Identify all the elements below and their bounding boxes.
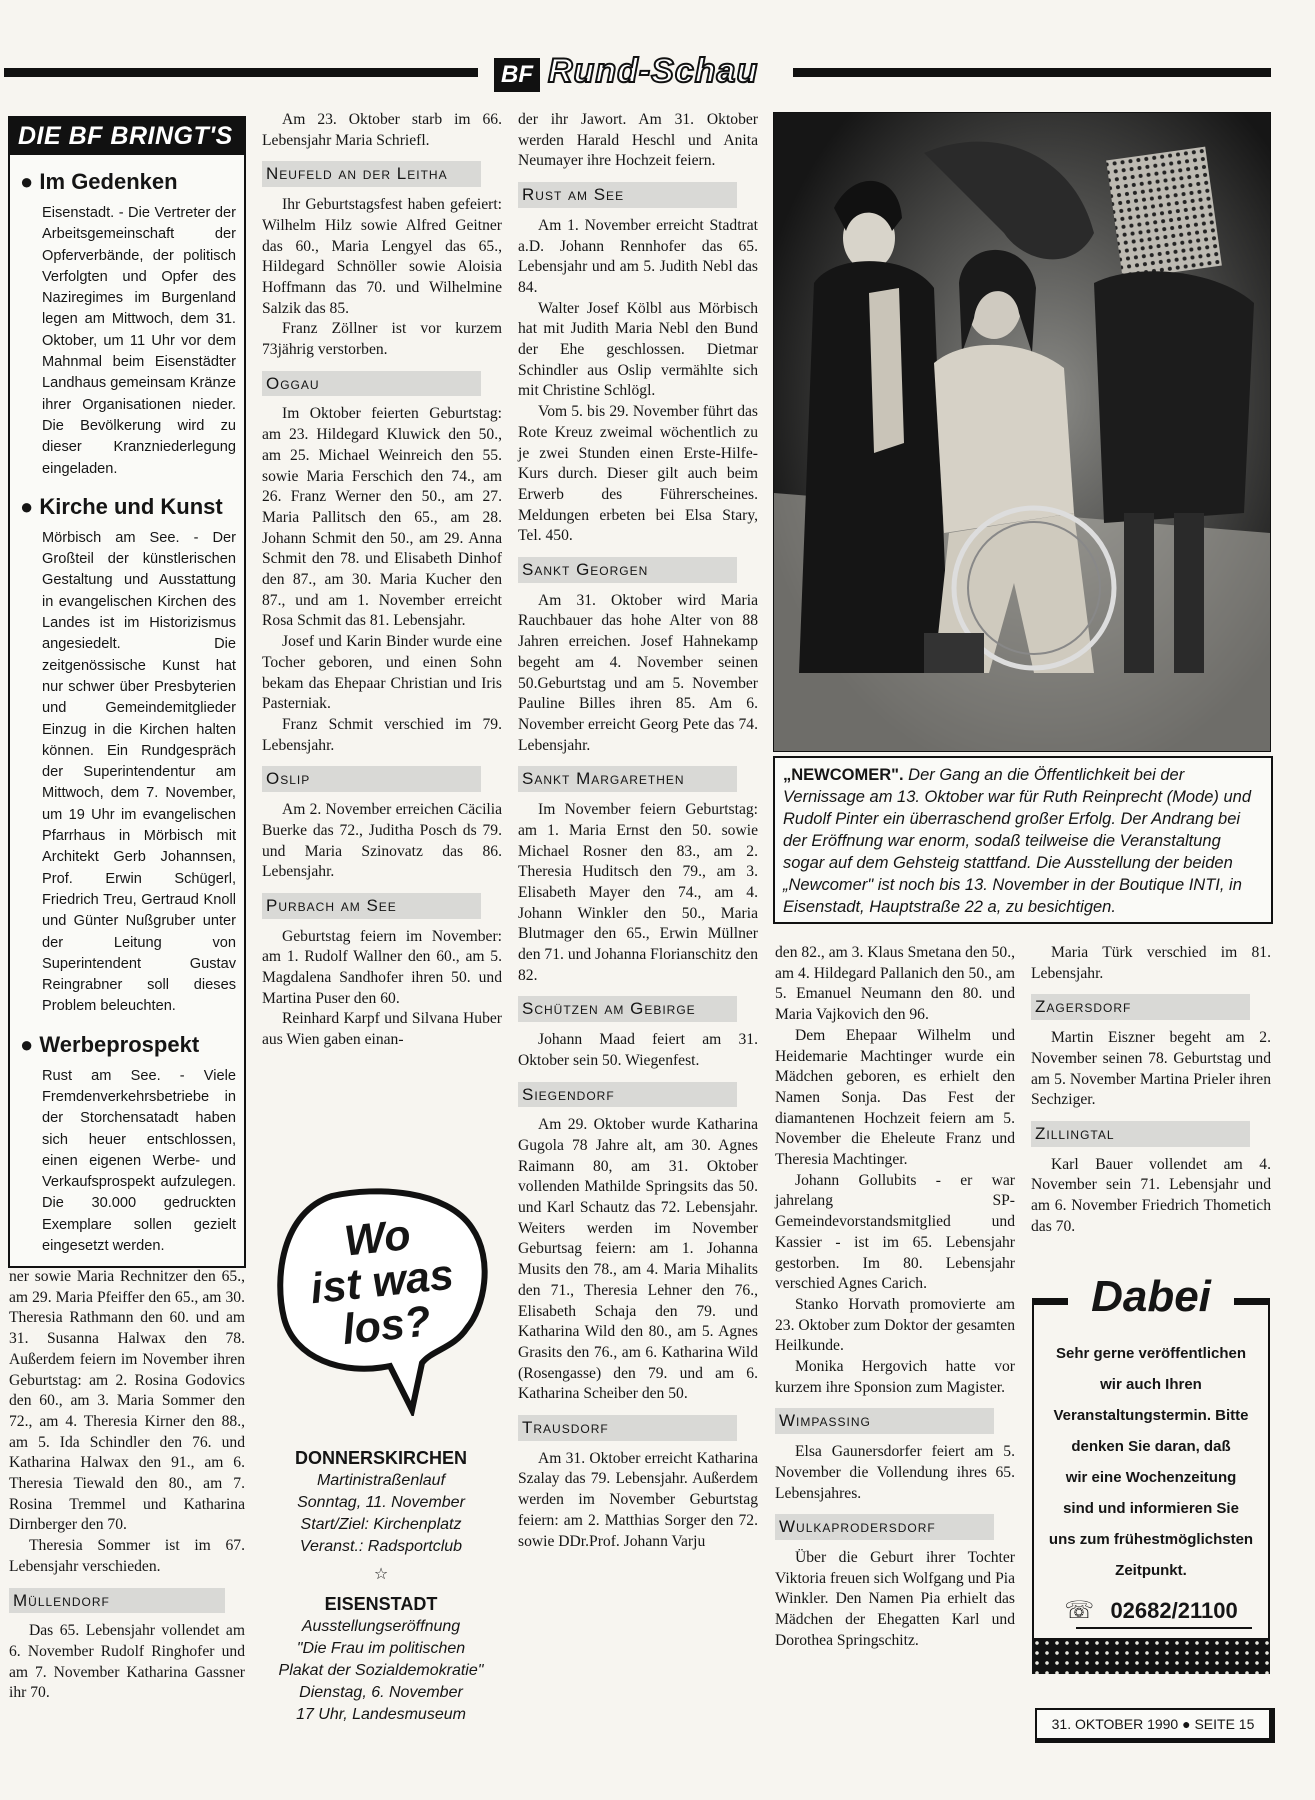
box-text-kirche: Mörbisch am See. - Der Großteil der künstlerischen Gestaltung und Ausstattung in evangelischen Kirchen des Landes ist im Historizismus angesiedelt. Die zeitgenössische Kunst hat nur schwer über Presbyterien und Gemeindemitglieder Einzug in die Kirchen halten können. Ein Rundgespräch der Superintendentur am Mittwoch, dem 7. November, um 19 Uhr im evangelischen Pfarrhaus in Mörbisch mit Architekt Gerb Johannsen, Prof. Erwin Schügerl, Friedrich Treu, Gertraud Knoll und Günter Nußgruber unter der Leitung von Superintendent Gustav Reingrabner soll dieses Problem beleuchten. bbox=[42, 529, 236, 1015]
heading-oslip: Oslip bbox=[262, 766, 481, 792]
box-title: DIE BF BRINGT'S bbox=[10, 118, 244, 155]
margarethen-text: Im November feiern Geburtstag: am 1. Maria Ernst den 50. sowie Michael Rosner den 83., am 2. Theresia Huditsch den 79., am 3. Elisabeth Mayer den 74., am 4. Johann Winkler den 50., Maria Blutmager den 65., Erwin Müllner den 71. und Johanna Florianschitz den 82. bbox=[518, 801, 758, 984]
dabei-line-7: uns zum frühestmöglichsten bbox=[1048, 1531, 1254, 1548]
column-3 bbox=[518, 110, 758, 1552]
dabei-line-2: wir auch Ihren bbox=[1100, 1376, 1202, 1393]
bubble-line-1: Wo bbox=[342, 1210, 413, 1266]
box-heading-text: Werbeprospekt bbox=[39, 1031, 200, 1057]
heading-trausdorf: Trausdorf bbox=[518, 1415, 737, 1441]
col1-p2: Theresia Sommer ist im 67. Lebensjahr verschieden. bbox=[9, 1537, 245, 1575]
event-2-title: Ausstellungseröffnung bbox=[301, 1618, 461, 1635]
zillingtal-text: Karl Bauer vollendet am 4. November sein 71. Lebensjahr und am 6. November Friedrich Thometich das 70. bbox=[1031, 1155, 1271, 1235]
dabei-phone: 02682/21100 bbox=[1110, 1598, 1238, 1623]
heading-muellendorf: Müllendorf bbox=[9, 1588, 225, 1614]
rust-text-3: Vom 5. bis 29. November führt das Rote Kreuz zweimal wöchentlich zu je zwei Stunden einen Erste-Hilfe-Kurs durch. Dieser gilt auch beim Erwerb des Führerscheines. Meldungen erbeten bei Elsa Stary, Tel. 450. bbox=[518, 403, 758, 545]
dabei-line-4: denken Sie daran, daß bbox=[1071, 1438, 1231, 1455]
column-4 bbox=[775, 943, 1015, 1652]
siegendorf-text: Am 29. Oktober wurde Katharina Gugola 78 Jahre alt, am 30. Agnes Raimann 80, am 31. Oktober vollenden Mathilde Springsits das 50. und Karl Schautz das 72. Lebensjahr. Weiters werden im November Geburtsag feiern: am 1. Johanna Musits den 78., am 4. Maria Mihalits den 71., Theresia Lehner den 76., Elisabeth Schaja den 79. und Katharina Wild den 80., am 5. Agnes Grasits den 76., am 6. Katharina Wild (Rosengasse) den 79. und am 6. Katharina Scheiber den 50. bbox=[518, 1116, 758, 1403]
col1-cont: ner sowie Maria Rechnitzer den 65., am 29. Maria Pfeiffer den 65., am 30. Theresia Rathmann den 60. und am 31. Susanna Halwax den 78. Außerdem feiern im November ihren Geburtstag: am 2. Rosina Godovics den 60., am 3. Maria Sommer den 72., am 4. Theresia Kirner den 88., am 5. Ida Schindler den 76. und Katharina Halwax den 91., am 6. Theresia Tiewald den 80., am 7. Rosina Tremmel und Katharina Dirnberger den 70. bbox=[9, 1268, 245, 1534]
col4-p3: Stanko Horvath promovierte am 23. Oktober zum Doktor der gesamten Heilkunde. bbox=[775, 1295, 1015, 1355]
box-text-werbeprospekt: Rust am See. - Viele Fremdenverkehrsbetriebe in der Storchensatadt haben sich heuer entschlossen, einen eigenen Werbe- und Verkaufsprospekt aufzulegen. Die 30.000 gedruckten Exemplare sollen gezielt eingesetzt werden. bbox=[42, 1067, 236, 1255]
event-2-subtitle-1: "Die Frau im politischen bbox=[296, 1640, 466, 1657]
dabei-line-3: Veranstaltungstermin. Bitte bbox=[1053, 1407, 1249, 1424]
box-heading-text: Im Gedenken bbox=[39, 169, 178, 194]
heading-schuetzen: Schützen am Gebirge bbox=[518, 996, 737, 1022]
dabei-line-1: Sehr gerne veröffentlichen bbox=[1055, 1345, 1247, 1362]
photo-image bbox=[774, 113, 1270, 751]
heading-wimpassing: Wimpassing bbox=[775, 1408, 994, 1434]
event-list bbox=[258, 1446, 504, 1726]
bubble-line-2: ist was bbox=[308, 1250, 456, 1314]
box-heading-werbeprospekt: ● Werbeprospekt bbox=[20, 1031, 200, 1057]
col2-p0: Am 23. Oktober starb im 66. Lebensjahr Maria Schriefl. bbox=[262, 111, 502, 149]
oslip-text: Am 2. November erreichen Cäcilia Buerke das 72., Juditha Posch ds 79. und Maria Szinovatz das 86. Lebensjahr. bbox=[262, 801, 502, 881]
oggau-text-1: Im Oktober feierten Geburtstag: am 23. Hildegard Kluwick den 50., am 25. Michael Weinreich den 55. sowie Maria Ferschich den 74., am 26. Franz Werner den 50., am 27. Maria Pallitsch den 65., am 28. Johann Schmit den 50., am 29. Anna Schmit den 78. und Elisabeth Dinhof den 87., am 30. Maria Kucher den 87., und am 1. November erreicht Rosa Schmit das 81. Lebensjahr. bbox=[262, 405, 502, 630]
event-1-organizer: Veranst.: Radsportclub bbox=[299, 1538, 463, 1555]
col4-p4: Monika Hergovich hatte vor kurzem ihre Sponsion zum Magister. bbox=[775, 1358, 1015, 1396]
col4-p2: Johann Gollubits - er war jahrelang SP-Gemeindevorstandsmitglied und Kassier - ist im 65. Lebensjahr gestorben. Im 80. Lebensjahr verschied Agnes Carich. bbox=[775, 1171, 1015, 1293]
event-1-title: Martinistraßenlauf bbox=[316, 1472, 446, 1489]
heading-sankt-margarethen: Sankt Margarethen bbox=[518, 766, 737, 792]
georgen-text: Am 31. Oktober wird Maria Rauchbauer das hohe Alter von 88 Jahren erreichen. Josef Hahnekamp begeht am 4. November seinen 50.Geburtstag und am 5. November Pauline Billes ihren 85. Am 6. November erreicht Georg Pete das 74. Lebensjahr. bbox=[518, 591, 758, 754]
heading-rust: Rust am See bbox=[518, 182, 737, 208]
heading-zagersdorf: Zagersdorf bbox=[1031, 994, 1250, 1020]
event-1-date: Sonntag, 11. November bbox=[297, 1494, 465, 1511]
heading-oggau: Oggau bbox=[262, 371, 481, 397]
bubble-line-3: los? bbox=[340, 1297, 434, 1355]
schuetzen-text: Johann Maad feiert am 31. Oktober sein 50. Wiegenfest. bbox=[518, 1031, 758, 1069]
event-2-place: EISENSTADT bbox=[324, 1594, 438, 1614]
bf-logo: BF bbox=[494, 58, 540, 92]
heading-neufeld: Neufeld an der Leitha bbox=[262, 161, 481, 187]
box-heading-gedenken: ● Im Gedenken bbox=[20, 169, 178, 194]
dabei-line-8: Zeitpunkt. bbox=[1115, 1562, 1187, 1579]
caption-text: Der Gang an die Öffentlichkeit bei der Vernissage am 13. Oktober war für Ruth Reinprecht (Mode) und Rudolf Pinter ein überraschend großer Erfolg. Der Andrang bei der Eröffnung war enorm, sodaß teilweise die Veranstaltung sogar auf dem Gehsteig stattfand. Die Ausstellung der beiden „Newcomer" ist noch bis 13. November in der Boutique INTI, in Eisenstadt, Hauptstraße 22 a, zu besichtigen. bbox=[783, 766, 1252, 916]
telephone-icon: ☏ bbox=[1064, 1597, 1095, 1624]
dabei-title: Dabei bbox=[1091, 1272, 1211, 1321]
events-section bbox=[258, 1188, 504, 1788]
box-heading-text: Kirche und Kunst bbox=[39, 493, 223, 519]
phone-underline bbox=[1076, 1627, 1252, 1629]
col3-p0: der ihr Jawort. Am 31. Oktober werden Harald Heschl und Anita Neumayer ihre Hochzeit feiern. bbox=[518, 111, 758, 170]
column-5 bbox=[1031, 943, 1271, 1237]
box-text-gedenken: Eisenstadt. - Die Vertreter der Arbeitsgemeinschaft der Opferverbände, der politisch Verfolgten und Opfer des Naziregimes im Burgenland legen am Mittwoch, dem 31. Oktober, um 11 Uhr vor dem Mahnmal beim Eisenstädter Landhaus gemeinsam Kränze ihrer Organisationen nieder. Die Bevölkerung wird zu dieser Kranzniederlegung eingeladen. bbox=[42, 205, 236, 477]
section-title: Rund-Schau bbox=[548, 52, 759, 90]
col4-p0: den 82., am 3. Klaus Smetana den 50., am 4. Hildegard Pallanich den 50., am 5. Emanuel Neumann den 80. und Maria Vajkovich den 96. bbox=[775, 944, 1015, 1024]
photo bbox=[773, 112, 1271, 752]
neufeld-text-2: Franz Zöllner ist vor kurzem 73jährig verstorben. bbox=[262, 320, 502, 359]
bubble-text bbox=[278, 1206, 487, 1358]
zagersdorf-text: Martin Eiszner begeht am 2. November seinen 78. Geburtstag und am 5. November Martina Prieler ihren Sechziger. bbox=[1031, 1029, 1271, 1109]
column-1 bbox=[9, 1267, 245, 1704]
rust-text-2: Walter Josef Kölbl aus Mörbisch hat mit Judith Maria Nebl den Bund der Ehe geschlossen. Dietmar Schindler aus Oslip vermählte sich mit Christine Schlögl. bbox=[518, 299, 758, 400]
info-box bbox=[8, 116, 246, 1268]
trausdorf-text: Am 31. Oktober erreicht Katharina Szalay das 79. Lebensjahr. Außerdem werden im November Geburtstag feiern: am 2. Matthias Sorger den 72. sowie DDr.Prof. Johann Varju bbox=[518, 1449, 758, 1550]
dabei-box bbox=[1032, 1272, 1270, 1686]
event-1-location: Start/Ziel: Kirchenplatz bbox=[300, 1516, 462, 1533]
heading-wulkaprodersdorf: Wulkaprodersdorf bbox=[775, 1514, 994, 1540]
dabei-dots-bar bbox=[1032, 1638, 1270, 1674]
event-2-date: Dienstag, 6. November bbox=[299, 1684, 463, 1701]
box-heading-kirche: ● Kirche und Kunst bbox=[20, 493, 223, 519]
col4-p1: Dem Ehepaar Wilhelm und Heidemarie Machtinger wurde ein Mädchen geboren, es erhielt den Namen Sonja. Das Fest der diamantenen Hochzeit feiern am 5. November die Eheleute Franz und Theresia Machtinger. bbox=[775, 1026, 1015, 1169]
rust-text-1: Am 1. November erreicht Stadtrat a.D. Johann Rennhofer das 65. Lebensjahr und am 5. Judith Nebl das 84. bbox=[518, 216, 758, 296]
wimpassing-text: Elsa Gaunersdorfer feiert am 5. November die Vollendung ihres 65. Lebensjahres. bbox=[775, 1443, 1015, 1502]
page-footer: 31. OKTOBER 1990 ● SEITE 15 bbox=[1035, 1708, 1275, 1743]
muellendorf-text: Das 65. Lebensjahr vollendet am 6. November Rudolf Ringhofer und am 7. November Katharina Gassner ihr 70. bbox=[9, 1622, 245, 1702]
wulka-text: Über die Geburt ihrer Tochter Viktoria freuen sich Wolfgang und Pia Winkler. Den Namen Pia erhielt das Mädchen der Ehegatten Karl und Dorothea Springschitz. bbox=[775, 1548, 1015, 1649]
heading-purbach: Purbach am See bbox=[262, 893, 481, 919]
oggau-text-3: Franz Schmit verschied im 79. Lebensjahr. bbox=[262, 715, 502, 754]
dabei-line-5: wir eine Wochenzeitung bbox=[1065, 1469, 1237, 1486]
caption-lead: „NEWCOMER". bbox=[783, 766, 904, 784]
event-2-subtitle-2: Plakat der Sozialdemokratie" bbox=[278, 1662, 484, 1679]
purbach-text-1: Geburtstag feiern im November: am 1. Rudolf Wallner den 60., am 5. Magdalena Sandhofer ihren 50. und Martina Puser den 60. bbox=[262, 927, 502, 1007]
neufeld-text-1: Ihr Geburtstagsfest haben gefeiert: Wilhelm Hilz sowie Alfred Geitner das 60., Maria Lengyel das 65., Hildegard Schnöller sowie Aloisia Hoffmann das 70. und Wilhelmine Salzik das 85. bbox=[262, 196, 502, 317]
purbach-text-2: Reinhard Karpf und Silvana Huber aus Wien gaben einan- bbox=[262, 1010, 502, 1049]
photo-caption bbox=[773, 756, 1273, 924]
event-2-location: 17 Uhr, Landesmuseum bbox=[296, 1706, 466, 1723]
dabei-phone-row bbox=[1032, 1596, 1270, 1629]
dabei-text bbox=[1038, 1338, 1264, 1586]
heading-sankt-georgen: Sankt Georgen bbox=[518, 557, 737, 583]
col5-p0: Maria Türk verschied im 81. Lebensjahr. bbox=[1031, 944, 1271, 982]
star-icon: ☆ bbox=[373, 1566, 389, 1583]
header-rule-right bbox=[793, 68, 1271, 77]
heading-siegendorf: Siegendorf bbox=[518, 1082, 737, 1108]
heading-zillingtal: Zillingtal bbox=[1031, 1121, 1250, 1147]
header-rule-left bbox=[4, 68, 478, 77]
column-2 bbox=[262, 110, 502, 1051]
event-1-place: DONNERSKIRCHEN bbox=[294, 1448, 467, 1468]
dabei-line-6: sind und informieren Sie bbox=[1063, 1500, 1239, 1517]
oggau-text-2: Josef und Karin Binder wurde eine Tocher geboren, und einen Sohn bekam das Ehepaar Christian und Iris Pasterniak. bbox=[262, 633, 502, 713]
